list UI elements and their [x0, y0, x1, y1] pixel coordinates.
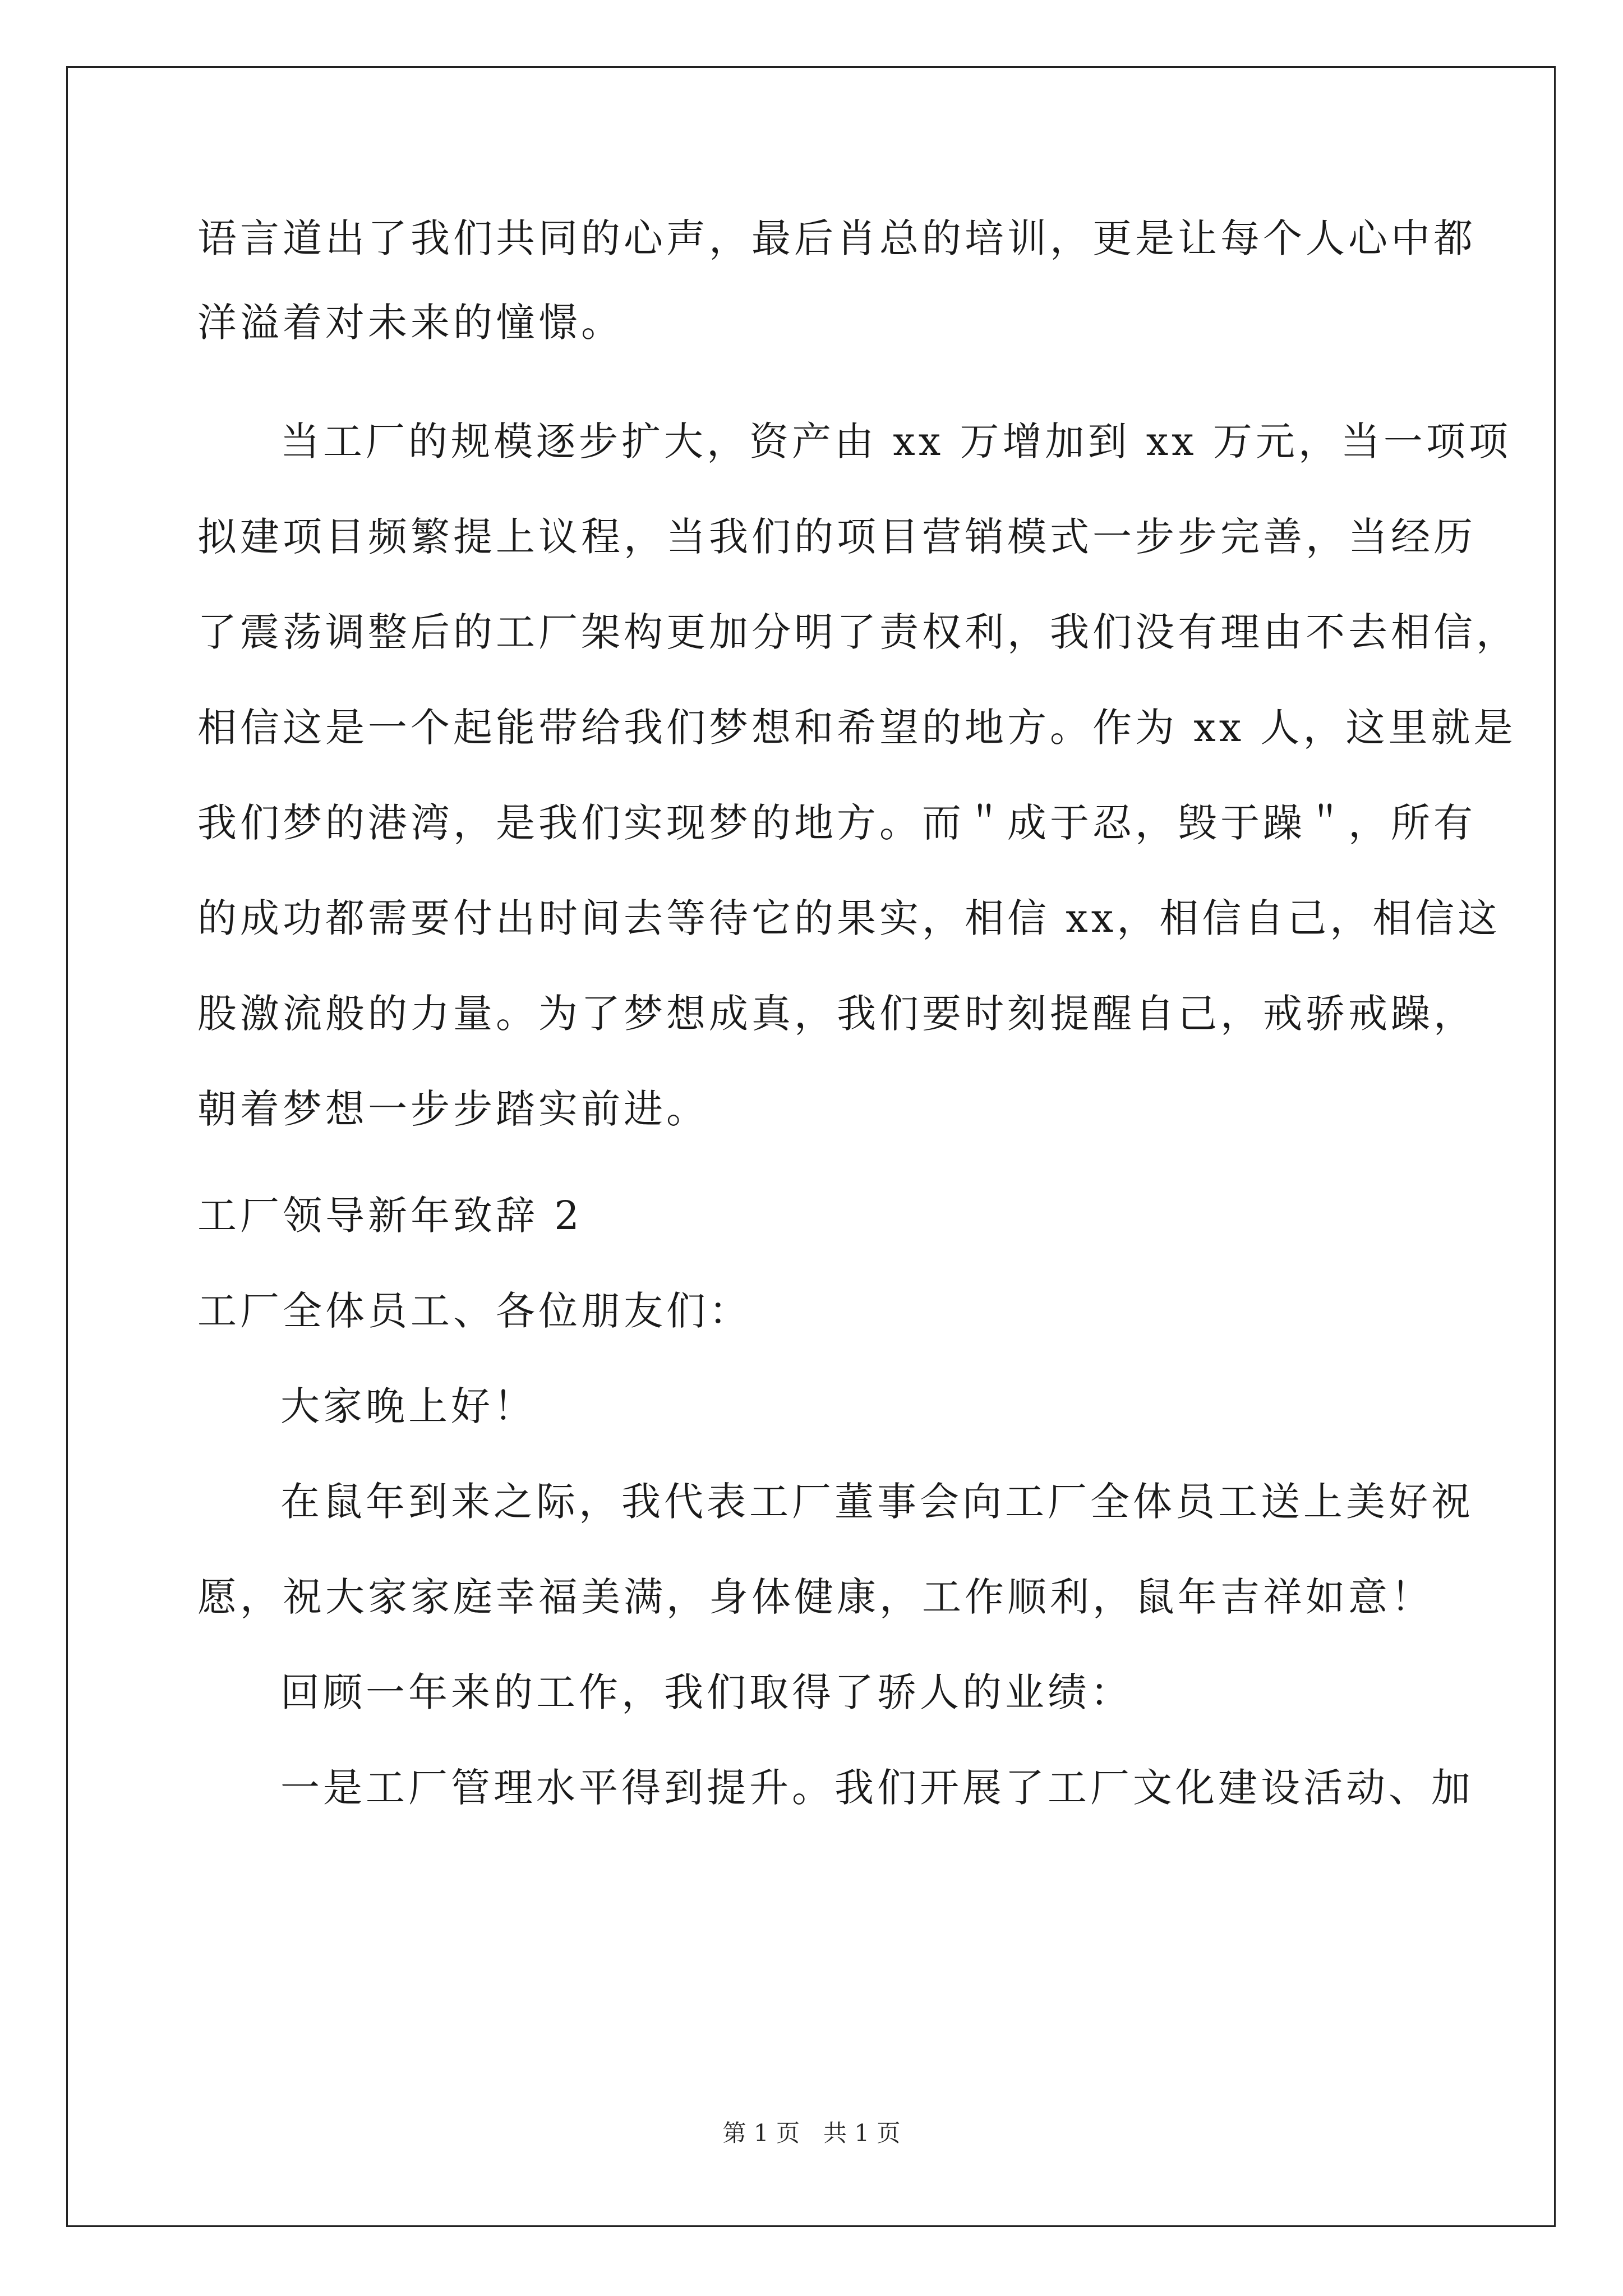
text-line: 洋溢着对未来的憧憬。 [197, 300, 624, 346]
text-line: 的成功都需要付出时间去等待它的果实，相信 xx，相信自己，相信这 [197, 895, 1501, 941]
text-line: 了震荡调整后的工厂架构更加分明了责权利，我们没有理由不去相信， [197, 609, 1519, 655]
text-line: 一是工厂管理水平得到提升。我们开展了工厂文化建设活动、加 [280, 1765, 1474, 1811]
text-line: 拟建项目频繁提上议程，当我们的项目营销模式一步步完善，当经历 [197, 514, 1476, 560]
text-line: 朝着梦想一步步踏实前进。 [197, 1086, 709, 1132]
text-line: 当工厂的规模逐步扩大，资产由 xx 万增加到 xx 万元，当一项项 [280, 418, 1511, 464]
salutation: 工厂全体员工、各位朋友们： [197, 1288, 751, 1334]
text-line: 回顾一年来的工作，我们取得了骄人的业绩： [280, 1669, 1133, 1715]
text-line: 在鼠年到来之际，我代表工厂董事会向工厂全体员工送上美好祝 [280, 1479, 1474, 1525]
section-heading: 工厂领导新年致辞 2 [197, 1193, 583, 1239]
greeting: 大家晚上好！ [280, 1383, 536, 1429]
text-line: 相信这是一个起能带给我们梦想和希望的地方。作为 xx 人，这里就是 [197, 705, 1516, 751]
text-line: 愿，祝大家家庭幸福美满，身体健康，工作顺利，鼠年吉祥如意！ [197, 1574, 1433, 1620]
page-footer: 第 1 页 共 1 页 [722, 2119, 901, 2147]
text-line: 我们梦的港湾，是我们实现梦的地方。而＂成于忍，毁于躁＂，所有 [197, 800, 1476, 846]
text-line: 股激流般的力量。为了梦想成真，我们要时刻提醒自己，戒骄戒躁， [197, 991, 1476, 1037]
text-line: 语言道出了我们共同的心声，最后肖总的培训，更是让每个人心中都 [197, 215, 1476, 261]
page-border [66, 66, 1556, 2227]
